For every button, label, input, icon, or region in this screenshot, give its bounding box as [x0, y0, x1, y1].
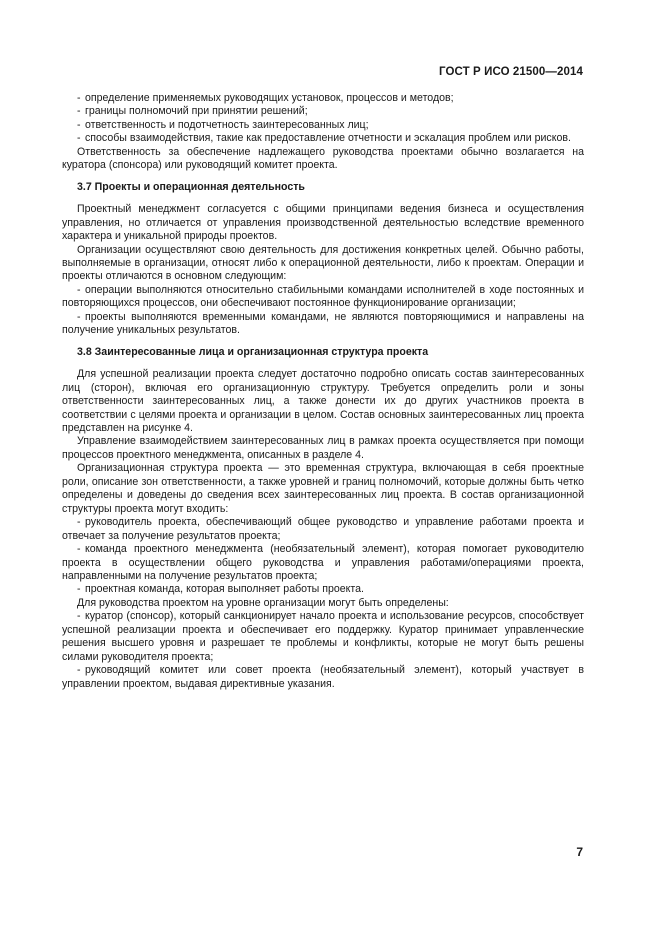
section-heading: 3.7 Проекты и операционная деятельность [77, 180, 305, 193]
list-dash: - [77, 310, 81, 323]
list-item-text: руководитель проекта, обеспечивающий общее руководство и управление работами проекта и отвечает за получение результатов проекта; [62, 516, 584, 542]
paragraph: Проектный менеджмент согласуется с общими принципами ведения бизнеса и осуществления управления, но отличается от управления производственной деятельностью вследствие временного характера и уникальной природы проектов. [62, 203, 584, 243]
list-item-text: проектная команда, которая выполняет работы проекта. [85, 583, 364, 596]
list-item [62, 119, 584, 132]
list-item-text: команда проектного менеджмента (необязательный элемент), которая помогает руководителю проекта в осуществлении общего руководства и управления работами/операциями проекта, направленными на получение результатов проекта; [62, 543, 584, 582]
list-item-text: операции выполняются относительно стабильными командами исполнителей в ходе постоянных и повторяющихся процессов, они обеспечивают постоянное функционирование организации; [62, 283, 584, 310]
list-item-text: руководящий комитет или совет проекта (необязательный элемент), который участвует в управлении проектом, выдавая директивные указания. [62, 664, 584, 690]
list-item-text: способы взаимодействия, такие как предоставление отчетности и эскалация проблем или рисков. [85, 132, 571, 145]
list-dash: - [77, 118, 81, 131]
list-item [62, 516, 584, 543]
list-item [62, 311, 584, 338]
list-item [62, 543, 584, 583]
list-item [62, 664, 584, 691]
list-item-text: границы полномочий при принятии решений; [85, 105, 308, 118]
list-item [62, 284, 584, 311]
paragraph: Организации осуществляют свою деятельность для достижения конкретных целей. Обычно работы, выполняемые в организации, относят либо к операционной деятельности, либо к проектам. Операции и проекты отличаются в основном следующим: [62, 243, 584, 283]
list-dash: - [77, 664, 81, 677]
list-item-text: проекты выполняются временными командами, не являются повторяющимися и направлены на получение уникальных результатов. [62, 310, 584, 337]
list-item [62, 610, 584, 664]
list-item-text: куратор (спонсор), который санкционирует начало проекта и использование ресурсов, способствует успешной реализации проекта и обеспечивает его поддержку. Куратор принимает управленческие решения высшего уровня и разрешает те проблемы и конфликты, которые не могут быть решены силами руководителя проекта; [62, 610, 584, 663]
list-item [62, 583, 584, 596]
list-dash: - [77, 92, 81, 104]
list-dash: - [77, 610, 81, 623]
paragraph: Управление взаимодействием заинтересованных лиц в рамках проекта осуществляется при помощи процессов проектного менеджмента, описанных в разделе 4. [62, 435, 584, 461]
document-body [62, 92, 584, 691]
paragraph: Для успешной реализации проекта следует достаточно подробно описать состав заинтересованных лиц (сторон), включая его организационную структуру. Требуется определить роли и зоны ответственности заинтересованных лиц, а также донести их до других участников проекта в соответствии с целями проекта и организации в целом. Состав основных заинтересованных лиц проекта представлен на рисунке 4. [62, 368, 584, 434]
list-item [62, 132, 584, 145]
list-dash: - [77, 132, 81, 145]
list-item-text: определение применяемых руководящих установок, процессов и методов; [85, 92, 454, 104]
page-number: 7 [576, 845, 583, 859]
list-dash: - [77, 583, 81, 596]
list-dash: - [77, 283, 81, 296]
paragraph: Для руководства проектом на уровне организации могут быть определены: [77, 596, 449, 609]
document-id-header: ГОСТ Р ИСО 21500—2014 [438, 66, 583, 78]
list-dash: - [77, 543, 81, 556]
list-item-text: ответственность и подотчетность заинтересованных лиц; [85, 118, 369, 131]
paragraph: Организационная структура проекта — это временная структура, включающая в себя проектные роли, описание зон ответственности, а также уровней и границ полномочий, которые должны быть четко определены и доведены до сведения всех заинтересованных лиц проекта. В состав организационной структуры проекта могут входить: [62, 462, 584, 515]
list-dash: - [77, 105, 81, 118]
list-dash: - [77, 516, 81, 529]
section-heading: 3.8 Заинтересованные лица и организационная структура проекта [77, 345, 429, 358]
list-item [62, 105, 584, 118]
paragraph: Ответственность за обеспечение надлежащего руководства проектами обычно возлагается на куратора (спонсора) или руководящий комитет проекта. [62, 145, 584, 172]
list-item [62, 92, 584, 105]
